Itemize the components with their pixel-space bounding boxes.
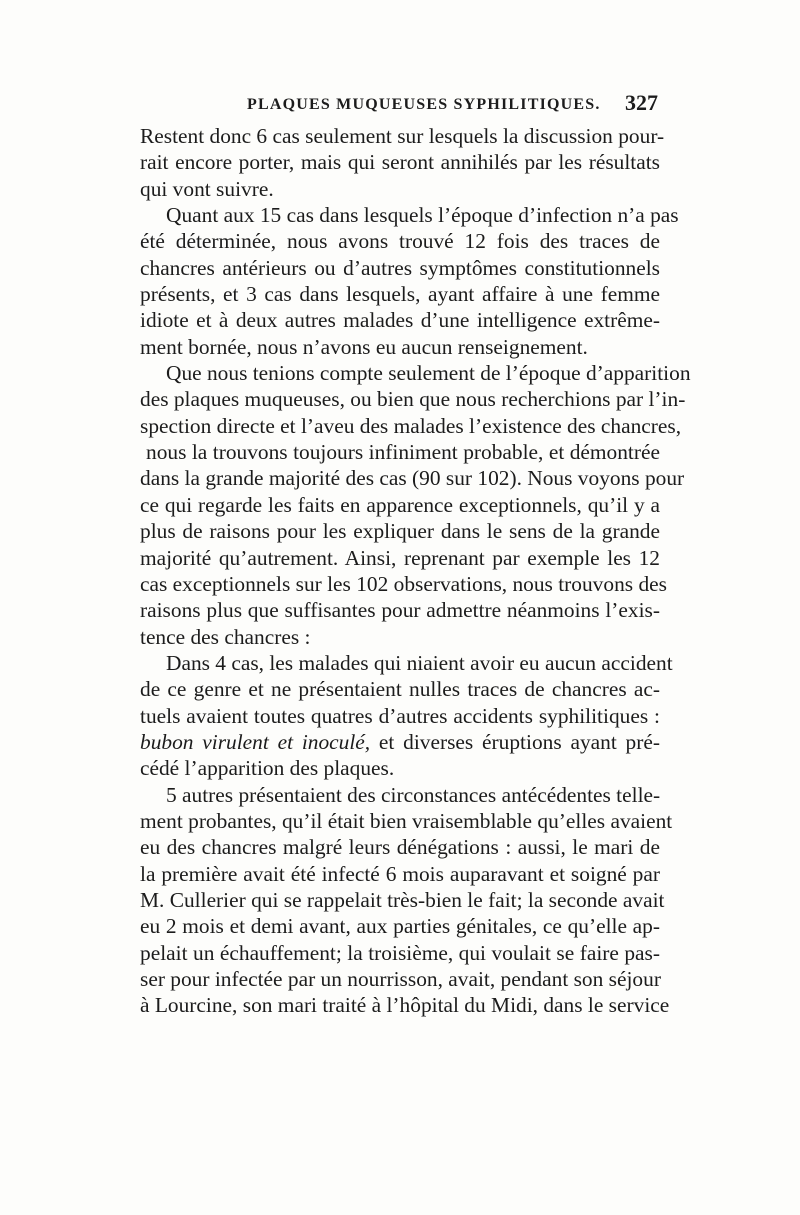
text-line: M. Cullerier qui se rappelait très-bien le fait; la seconde avait (140, 887, 665, 912)
text-line: Dans 4 cas, les malades qui niaient avoir eu aucun accident (166, 650, 673, 675)
text-line-mixed (140, 729, 660, 755)
text-line: été déterminée, nous avons trouvé 12 fois des traces de (140, 229, 660, 254)
text-line: de ce genre et ne présentaient nulles traces de chancres ac- (140, 677, 660, 702)
text-line: raisons plus que suffisantes pour admettre néanmoins l’exis- (140, 598, 660, 623)
text-line: ment probantes, qu’il était bien vraisemblable qu’elles avaient (140, 808, 673, 833)
page-number: 327 (625, 90, 658, 115)
text-line: pelait un échauffement; la troisième, qui voulait se faire pas- (140, 940, 660, 965)
text-line: des plaques muqueuses, ou bien que nous recherchions par l’in- (140, 387, 686, 412)
text-line: eu des chancres malgré leurs dénégations : aussi, le mari de (140, 835, 660, 860)
text-line: chancres antérieurs ou d’autres symptômes constitutionnels (140, 255, 660, 280)
text-line: Quant aux 15 cas dans lesquels l’époque d’infection n’a pas (166, 203, 679, 228)
text-line: dans la grande majorité des cas (90 sur 102). Nous voyons pour (140, 466, 685, 491)
text-line: présents, et 3 cas dans lesquels, ayant affaire à une femme (140, 282, 660, 307)
text-line: majorité qu’autrement. Ainsi, reprenant par exemple les 12 (140, 545, 660, 570)
text-line: rait encore porter, mais qui seront annihilés par les résultats (140, 150, 660, 175)
paragraph-4 (140, 650, 673, 782)
paragraph-2 (140, 202, 679, 360)
text-line: tuels avaient toutes quatres d’autres accidents syphilitiques : (140, 703, 660, 728)
text-line: ce qui regarde les faits en apparence exceptionnels, qu’il y a (140, 492, 660, 517)
text-line: cas exceptionnels sur les 102 observations, nous trouvons des (140, 571, 667, 596)
text-line: à Lourcine, son mari traité à l’hôpital du Midi, dans le service (140, 993, 670, 1018)
running-title: PLAQUES MUQUEUSES SYPHILITIQUES. (247, 96, 601, 113)
text-line: ment bornée, nous n’avons eu aucun renseignement. (140, 334, 588, 359)
paragraph-1 (140, 123, 665, 202)
text-line: la première avait été infecté 6 mois auparavant et soigné par (140, 861, 660, 886)
italic-phrase: bubon virulent et inoculé, (140, 729, 371, 754)
running-head (140, 90, 660, 120)
text-line: idiote et à deux autres malades d’une intelligence extrême- (140, 308, 660, 333)
text-line: plus de raisons pour les expliquer dans le sens de la grande (140, 519, 660, 544)
text-line: cédé l’apparition des plaques. (140, 756, 395, 781)
text-line: tence des chancres : (140, 624, 311, 649)
paragraph-5 (140, 782, 673, 1019)
text-line: Que nous tenions compte seulement de l’époque d’apparition (166, 361, 691, 386)
text-line: nous la trouvons toujours infiniment probable, et démontrée (146, 440, 660, 465)
text-line: eu 2 mois et demi avant, aux parties génitales, ce qu’elle ap- (140, 914, 660, 939)
text-line: spection directe et l’aveu des malades l’existence des chancres, (140, 413, 682, 438)
paragraph-3 (140, 360, 691, 650)
text-line: ser pour infectée par un nourrisson, avait, pendant son séjour (140, 967, 661, 991)
text-line: Restent donc 6 cas seulement sur lesquels la discussion pour- (140, 124, 665, 148)
text-line: 5 autres présentaient des circonstances antécédentes telle- (166, 782, 661, 807)
body-text (140, 123, 691, 1019)
text-fragment: et diverses éruptions ayant pré- (370, 729, 660, 754)
text-line: qui vont suivre. (140, 176, 274, 201)
